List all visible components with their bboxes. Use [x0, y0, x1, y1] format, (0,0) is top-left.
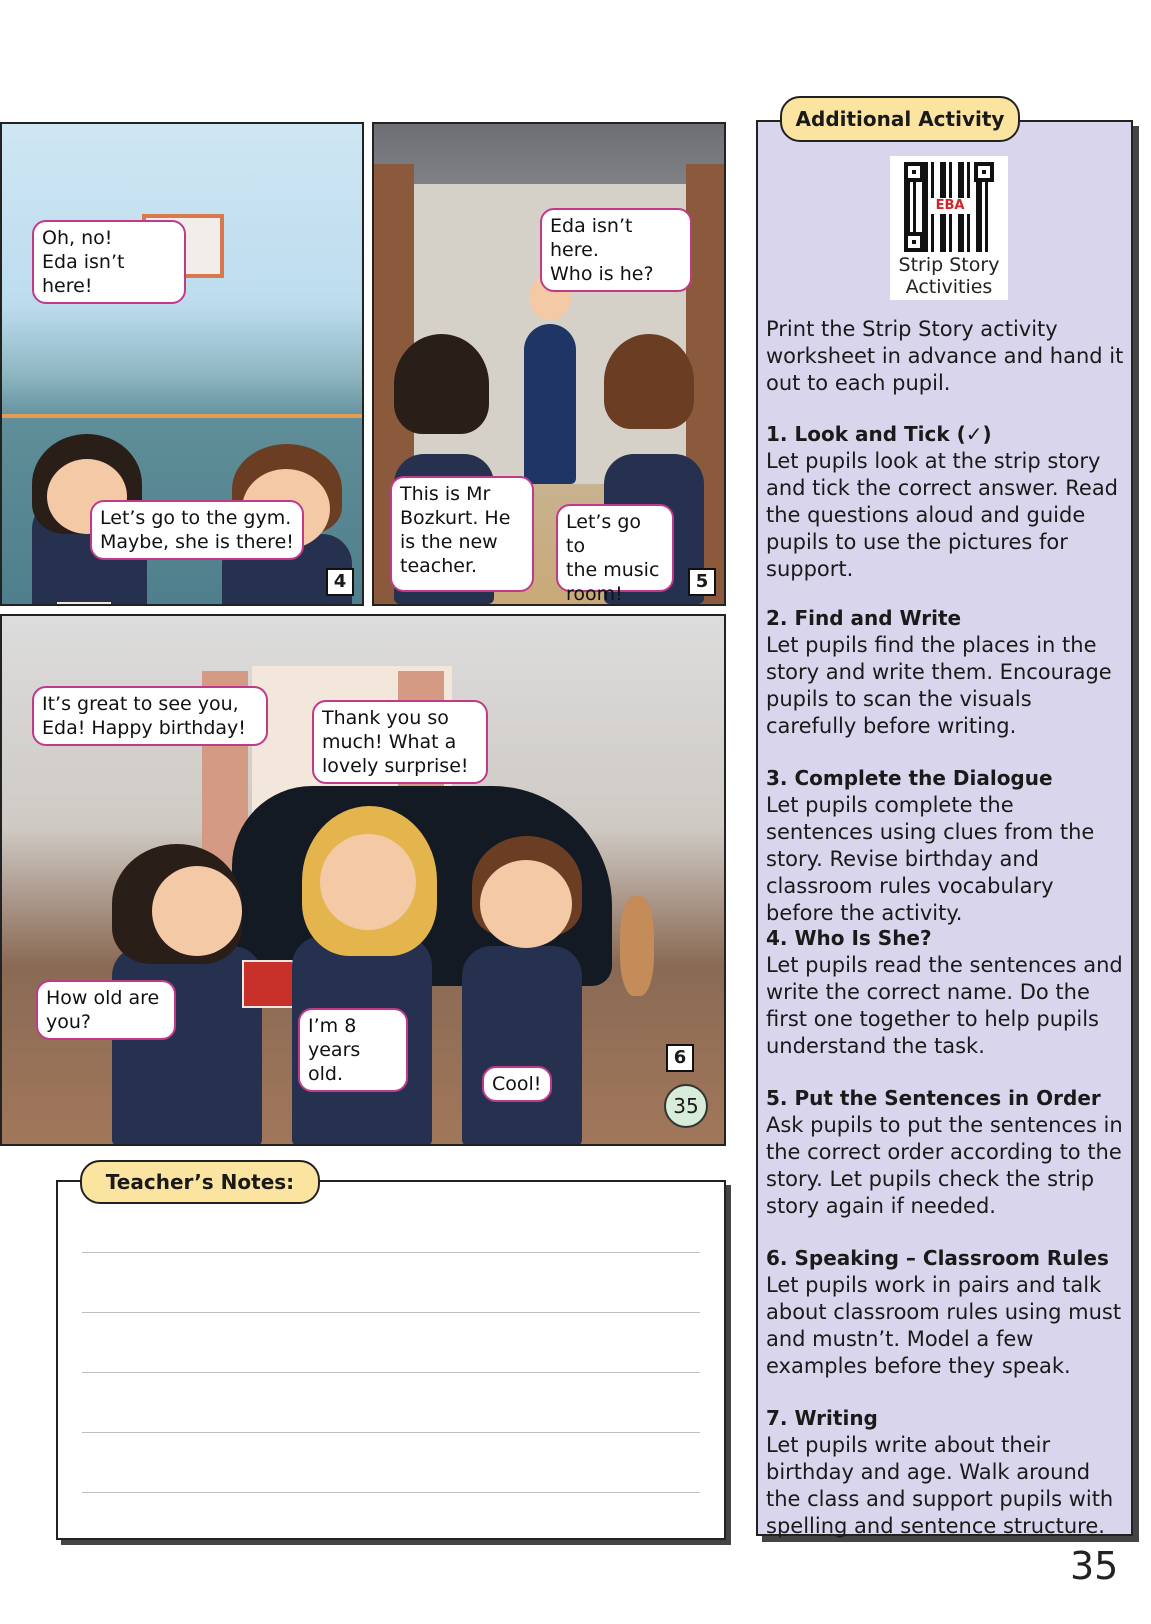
- teacher-notes-title: Teacher’s Notes:: [80, 1160, 320, 1204]
- activity-text: Let pupils write about their birthday and age. Walk around the class and support pupils with spelling and sentence structure.: [766, 1433, 1114, 1538]
- eda-face: [320, 834, 416, 930]
- comic-panel-6: [0, 614, 726, 1146]
- eba-logo: EBA: [930, 198, 970, 214]
- qr-finder: [974, 162, 994, 182]
- qr-label: Activities: [905, 276, 993, 298]
- bubble-line: Who is he?: [550, 263, 654, 285]
- speech-bubble: [312, 700, 488, 784]
- activity-item: [766, 420, 1126, 583]
- bubble-line: is the new: [400, 531, 498, 553]
- bubble-line: Eda! Happy birthday!: [42, 717, 246, 739]
- speech-bubble: [298, 1008, 408, 1092]
- activity-text: Let pupils complete the sentences using clues from the story. Revise birthday and classroom rules vocabulary before the activity.: [766, 793, 1095, 925]
- speech-bubble: [540, 208, 692, 292]
- activity-text: Let pupils look at the strip story and tick the correct answer. Read the questions aloud and guide pupils to use the pictures for support.: [766, 449, 1119, 581]
- qr-code-card[interactable]: [890, 156, 1008, 300]
- bubble-line: Let’s go to the gym.: [100, 507, 292, 529]
- activity-text: Let pupils work in pairs and talk about classroom rules using must and mustn’t. Model a few examples before they speak.: [766, 1273, 1122, 1378]
- comic-panel-4: [0, 122, 364, 606]
- note-line: [82, 1432, 700, 1433]
- note-line: [82, 1372, 700, 1373]
- bubble-line: you?: [46, 1011, 91, 1033]
- qr-label: Strip Story: [898, 254, 1000, 276]
- teacher-notes-box[interactable]: [56, 1180, 726, 1540]
- activity-title: 1. Look and Tick (✓): [766, 422, 992, 446]
- note-line: [82, 1252, 700, 1253]
- bubble-line: Thank you so: [322, 707, 449, 729]
- girl-face: [152, 866, 242, 956]
- bubble-line: Cool!: [492, 1073, 542, 1095]
- panel-number: 4: [326, 568, 354, 596]
- bubble-line: Maybe, she is there!: [100, 531, 294, 553]
- activity-text: Ask pupils to put the sentences in the correct order according to the story. Let pupils check the strip story again if needed.: [766, 1113, 1123, 1218]
- qr-finder: [904, 162, 924, 182]
- bubble-line: It’s great to see you,: [42, 693, 239, 715]
- bubble-line: the music: [566, 559, 660, 581]
- boy-face: [480, 860, 572, 948]
- speech-bubble: [32, 220, 186, 304]
- activity-item: [766, 764, 1126, 927]
- bubble-line: much! What a: [322, 731, 457, 753]
- activity-item: [766, 1404, 1126, 1540]
- activity-title: 4. Who Is She?: [766, 926, 932, 950]
- speech-bubble: [482, 1066, 552, 1102]
- bubble-line: This is Mr: [400, 483, 491, 505]
- activity-title: 3. Complete the Dialogue: [766, 766, 1053, 790]
- boy-figure: [462, 946, 582, 1146]
- activity-title: 6. Speaking – Classroom Rules: [766, 1246, 1109, 1270]
- activity-item: [766, 924, 1126, 1060]
- page-number: 35: [1070, 1544, 1119, 1588]
- bubble-line: Eda isn’t here.: [550, 215, 633, 261]
- bubble-line: Let’s go to: [566, 511, 642, 557]
- panel-number: 6: [666, 1044, 694, 1072]
- bubble-line: How old are: [46, 987, 160, 1009]
- bubble-line: room!: [566, 583, 623, 605]
- panel-number: 5: [688, 568, 716, 596]
- comic-panel-5: [372, 122, 726, 606]
- qr-finder: [904, 232, 924, 252]
- gift-box: [57, 602, 111, 606]
- additional-activity-title: Additional Activity: [780, 96, 1020, 142]
- speech-bubble: [556, 504, 674, 605]
- activity-item: [766, 604, 1126, 740]
- note-line: [82, 1492, 700, 1493]
- court-line: [2, 414, 364, 418]
- speech-bubble: [90, 500, 304, 560]
- activity-title: 7. Writing: [766, 1406, 878, 1430]
- guitar: [620, 896, 654, 996]
- activity-intro: Print the Strip Story activity worksheet in advance and hand it out to each pupil.: [766, 317, 1124, 395]
- bubble-line: Oh, no!: [42, 227, 113, 249]
- page-number-badge: 35: [664, 1084, 708, 1128]
- speech-bubble: [390, 476, 534, 592]
- bubble-line: I’m 8: [308, 1015, 357, 1037]
- boy-hair: [604, 334, 694, 429]
- gift-box: [242, 960, 294, 1008]
- bubble-line: years old.: [308, 1039, 361, 1085]
- teacher-figure: [524, 324, 576, 484]
- speech-bubble: [36, 980, 176, 1040]
- speech-bubble: [32, 686, 268, 746]
- bubble-line: teacher.: [400, 555, 478, 577]
- qr-code-icon[interactable]: [904, 162, 994, 252]
- activity-item: [766, 1084, 1126, 1220]
- activity-title: 5. Put the Sentences in Order: [766, 1086, 1101, 1110]
- activity-item: [766, 1244, 1126, 1380]
- activity-text: Let pupils read the sentences and write the correct name. Do the first one together to help pupils understand the task.: [766, 953, 1123, 1058]
- activity-text: Let pupils find the places in the story and write them. Encourage pupils to scan the visuals carefully before writing.: [766, 633, 1112, 738]
- girl-figure: [112, 946, 262, 1146]
- bubble-line: Eda isn’t here!: [42, 251, 125, 297]
- note-line: [82, 1312, 700, 1313]
- bubble-line: Bozkurt. He: [400, 507, 511, 529]
- girl-hair: [394, 334, 489, 434]
- activity-title: 2. Find and Write: [766, 606, 962, 630]
- bubble-line: lovely surprise!: [322, 755, 469, 777]
